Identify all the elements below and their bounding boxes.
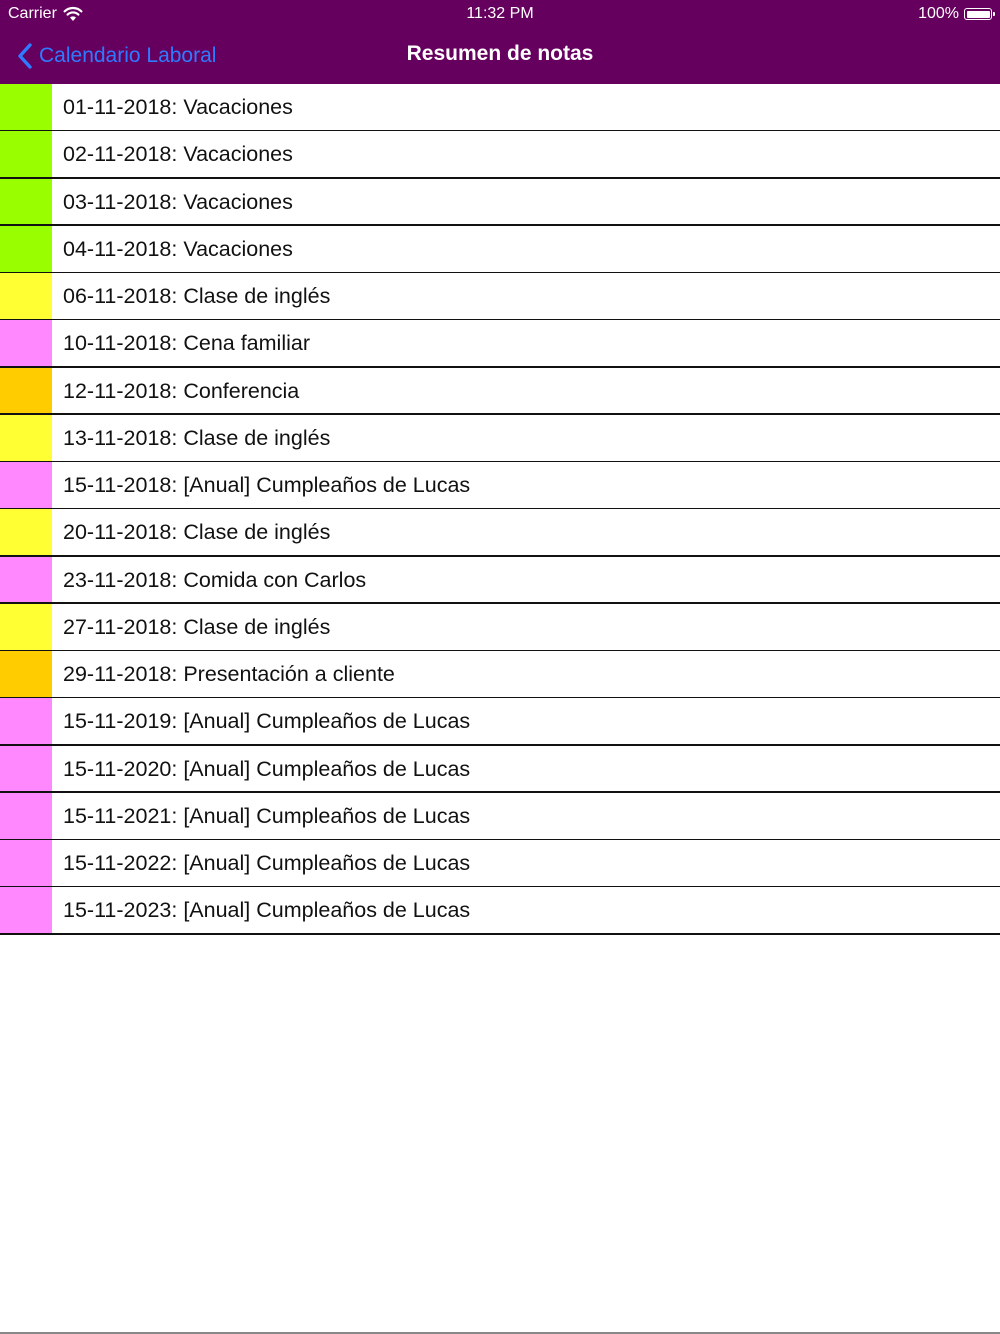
list-item[interactable] [0, 698, 1000, 745]
note-label: 15-11-2020: [Anual] Cumpleaños de Lucas [63, 756, 471, 781]
list-item[interactable] [0, 179, 1000, 226]
note-label: 15-11-2018: [Anual] Cumpleaños de Lucas [63, 473, 471, 498]
note-color-swatch [0, 179, 52, 226]
navigation-bar [0, 28, 1000, 84]
note-color-swatch [0, 557, 52, 604]
note-label: 27-11-2018: Clase de inglés [63, 614, 331, 639]
chevron-left-icon [16, 42, 34, 70]
list-item[interactable] [0, 840, 1000, 887]
back-button[interactable] [16, 38, 216, 74]
list-item[interactable] [0, 793, 1000, 840]
note-label: 03-11-2018: Vacaciones [63, 189, 293, 214]
note-color-swatch [0, 462, 52, 509]
note-label: 29-11-2018: Presentación a cliente [63, 662, 395, 687]
top-bar [0, 0, 1000, 84]
note-label: 02-11-2018: Vacaciones [63, 142, 293, 167]
list-item[interactable] [0, 509, 1000, 556]
clock: 11:32 PM [466, 5, 534, 22]
list-item[interactable] [0, 651, 1000, 698]
list-item[interactable] [0, 273, 1000, 320]
battery-percentage: 100% [918, 5, 959, 22]
note-color-swatch [0, 273, 52, 320]
note-color-swatch [0, 793, 52, 840]
list-item[interactable] [0, 604, 1000, 651]
note-color-swatch [0, 698, 52, 745]
note-color-swatch [0, 746, 52, 793]
note-label: 15-11-2021: [Anual] Cumpleaños de Lucas [63, 803, 471, 828]
note-color-swatch [0, 840, 52, 887]
note-color-swatch [0, 415, 52, 462]
list-item[interactable] [0, 131, 1000, 178]
list-item[interactable] [0, 557, 1000, 604]
status-bar [0, 0, 1000, 28]
note-label: 06-11-2018: Clase de inglés [63, 284, 331, 309]
carrier-label: Carrier [8, 5, 57, 22]
list-item[interactable] [0, 84, 1000, 131]
note-label: 01-11-2018: Vacaciones [63, 95, 293, 120]
note-label: 15-11-2019: [Anual] Cumpleaños de Lucas [63, 709, 471, 734]
note-color-swatch [0, 887, 52, 934]
list-item[interactable] [0, 320, 1000, 367]
note-label: 12-11-2018: Conferencia [63, 378, 300, 403]
list-item[interactable] [0, 226, 1000, 273]
notes-list [0, 84, 1000, 935]
note-label: 15-11-2022: [Anual] Cumpleaños de Lucas [63, 851, 471, 876]
back-button-label: Calendario Laboral [39, 44, 217, 67]
note-color-swatch [0, 651, 52, 698]
note-color-swatch [0, 226, 52, 273]
page-title: Resumen de notas [406, 42, 594, 65]
note-label: 13-11-2018: Clase de inglés [63, 425, 331, 450]
note-color-swatch [0, 84, 52, 131]
note-color-swatch [0, 604, 52, 651]
note-color-swatch [0, 131, 52, 178]
list-item[interactable] [0, 368, 1000, 415]
note-label: 10-11-2018: Cena familiar [63, 331, 310, 356]
note-label: 15-11-2023: [Anual] Cumpleaños de Lucas [63, 898, 471, 923]
note-color-swatch [0, 509, 52, 556]
note-label: 20-11-2018: Clase de inglés [63, 520, 331, 545]
list-item[interactable] [0, 462, 1000, 509]
battery-indicator [918, 5, 992, 23]
note-label: 04-11-2018: Vacaciones [63, 236, 293, 261]
battery-icon [964, 8, 992, 20]
list-item[interactable] [0, 746, 1000, 793]
note-label: 23-11-2018: Comida con Carlos [63, 567, 367, 592]
list-item[interactable] [0, 415, 1000, 462]
note-color-swatch [0, 368, 52, 415]
note-color-swatch [0, 320, 52, 367]
list-item[interactable] [0, 887, 1000, 934]
